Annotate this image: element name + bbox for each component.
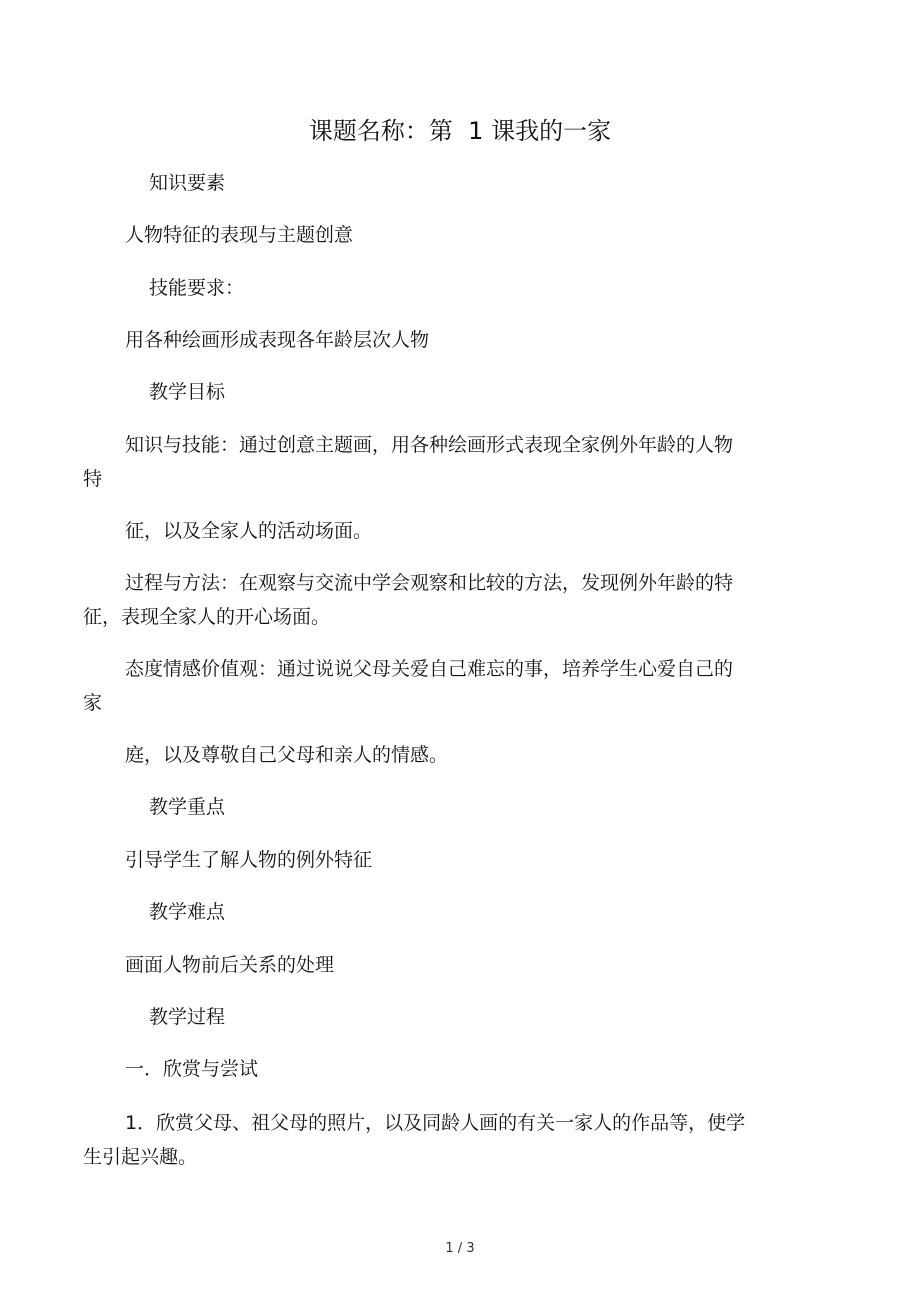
- heading-teaching-process: 教学过程: [149, 1006, 226, 1028]
- heading-teaching-goals: 教学目标: [149, 381, 226, 403]
- paragraph-line: 用各种绘画形成表现各年龄层次人物: [125, 329, 430, 351]
- paragraph-line: 画面人物前后关系的处理: [125, 954, 335, 976]
- heading-skill-requirements: 技能要求：: [149, 277, 245, 299]
- paragraph-line: 家: [83, 692, 103, 714]
- paragraph-line: 知识与技能：通过创意主题画，用各种绘画形式表现全家例外年龄的人物: [125, 434, 734, 456]
- heading-knowledge-elements: 知识要素: [149, 172, 226, 194]
- heading-difficulties: 教学难点: [149, 901, 226, 923]
- paragraph-line: 庭，以及尊敬自己父母和亲人的情感。: [125, 744, 449, 766]
- heading-key-points: 教学重点: [149, 796, 226, 818]
- paragraph-line: 过程与方法：在观察与交流中学会观察和比较的方法，发现例外年龄的特: [125, 572, 734, 594]
- paragraph-line: 征，以及全家人的活动场面。: [125, 520, 373, 542]
- paragraph-line: 人物特征的表现与主题创意: [125, 224, 354, 246]
- paragraph-line: 特: [83, 468, 103, 490]
- page-indicator: 1 / 3: [445, 1241, 475, 1256]
- paragraph-line: 态度情感价值观：通过说说父母关爱自己难忘的事，培养学生心爱自己的: [125, 658, 734, 680]
- paragraph-line: 生引起兴趣。: [83, 1146, 198, 1168]
- paragraph-line: 1．欣赏父母、祖父母的照片，以及同龄人画的有关一家人的作品等，使学: [125, 1112, 746, 1134]
- document-title: 课题名称：第 1 课我的一家: [308, 117, 612, 145]
- paragraph-line: 征，表现全家人的开心场面。: [83, 606, 331, 628]
- section-heading: 一．欣赏与尝试: [125, 1058, 259, 1080]
- paragraph-line: 引导学生了解人物的例外特征: [125, 849, 373, 871]
